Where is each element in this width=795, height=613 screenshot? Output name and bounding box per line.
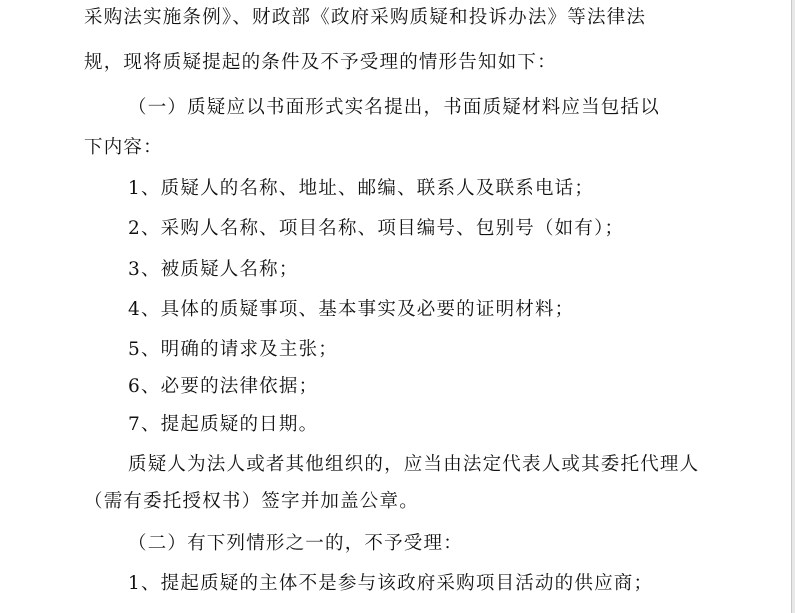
list-item-b1: 1、提起质疑的主体不是参与该政府采购项目活动的供应商；	[128, 573, 654, 594]
list-item-6: 6、必要的法律依据；	[128, 376, 319, 397]
list-item-4: 4、具体的质疑事项、基本事实及必要的证明材料；	[128, 299, 575, 320]
list-item-3: 3、被质疑人名称；	[128, 259, 299, 280]
list-item-7: 7、提起质疑的日期。	[128, 414, 319, 435]
text-line-12: 质疑人为法人或者其他组织的，应当由法定代表人或其委托代理人	[128, 454, 700, 475]
text-line-3: （一）质疑应以书面形式实名提出，书面质疑材料应当包括以	[128, 97, 660, 118]
list-item-1: 1、质疑人的名称、地址、邮编、联系人及联系电话；	[128, 178, 595, 199]
list-item-5: 5、明确的请求及主张；	[128, 339, 338, 360]
text-line-13: （需有委托授权书）签字并加盖公章。	[84, 491, 419, 512]
text-line-4: 下内容：	[84, 137, 163, 158]
text-line-2: 规，现将质疑提起的条件及不予受理的情形告知如下：	[84, 52, 557, 73]
text-line-1: 采购法实施条例》、财政部《政府采购质疑和投诉办法》等法律法	[84, 7, 647, 28]
section-heading-2: （二）有下列情形之一的，不予受理：	[128, 533, 463, 554]
list-item-2: 2、采购人名称、项目名称、项目编号、包别号（如有）；	[128, 218, 625, 239]
